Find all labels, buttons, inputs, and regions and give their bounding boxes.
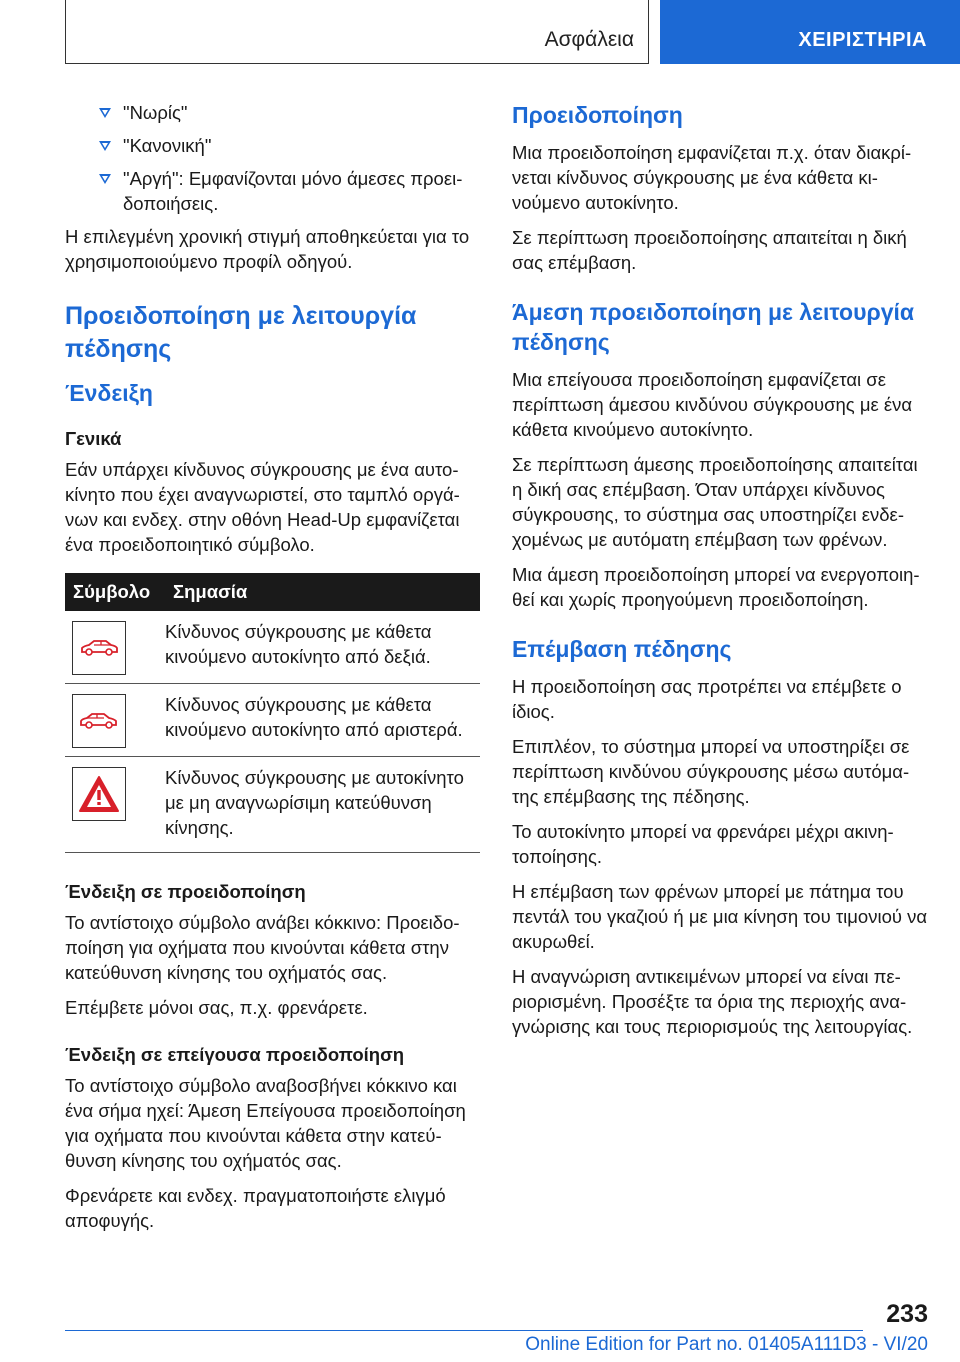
- heading-brake-warning: Προειδοποίηση με λειτουργία πέδησης: [65, 302, 417, 363]
- paragraph-brake-5: Η αναγνώριση αντικειμένων μπορεί να είναι περιορισμένη. Προσέξτε τα όρια της περιοχής αναγνώρισης και τους περιορισμούς της λειτουργίας.: [512, 966, 913, 1037]
- paragraph-acute-1: Μια επείγουσα προειδοποίηση εμφανίζεται σε περίπτωση άμεσου κινδύνου σύγκρουσης με ένα κάθετα κινούμενο αυτοκίνητο.: [512, 369, 913, 440]
- paragraph-acute-2: Σε περίπτωση άμεσης προειδοποίησης απαιτείται η δική σας επέμβαση. Όταν υπάρχει κίνδυνος σύγκρουσης, το σύστημα σας υποστηρίζει ενδεχομένως με αυτόματη επέμβαση των φρένων.: [512, 454, 918, 550]
- list-item: "Κανονική": [65, 133, 481, 158]
- table-cell-meaning: Κίνδυνος σύγκρουσης με κάθετα κινούμενο αυτοκίνητο από δεξιά.: [165, 611, 480, 684]
- table-cell-meaning: Κίνδυνος σύγκρουσης με κάθετα κινούμενο αυτοκίνητο από αριστερά.: [165, 684, 480, 757]
- table-row: [65, 684, 480, 757]
- right-column: [512, 100, 928, 1049]
- bullet-triangle-icon: [95, 140, 115, 152]
- list-item: "Αργή": Εμφανίζονται μόνο άμεσες προειδοποιήσεις.: [65, 166, 481, 216]
- heading-acute-warning: Άμεση προειδοποίηση με λειτουργία πέδησης: [512, 299, 915, 355]
- header-section-box: [65, 0, 649, 64]
- header-section-title: Ασφάλεια: [544, 28, 634, 51]
- heading-general: Γενικά: [65, 428, 122, 449]
- paragraph-brake-1: Η προειδοποίηση σας προτρέπει να επέμβετε ο ίδιος.: [512, 676, 902, 722]
- table-header-symbol: Σύμβολο: [65, 573, 165, 611]
- heading-pre-warning: Προειδοποίηση: [512, 102, 683, 128]
- paragraph-pre-warning-1: Μια προειδοποίηση εμφανίζεται π.χ. όταν διακρίνεται κίνδυνος σύγκρουσης με ένα κάθετα κινούμενο αυτοκίνητο.: [512, 142, 912, 213]
- header-chapter-tab[interactable]: [660, 0, 960, 64]
- symbol-table: [65, 573, 480, 853]
- paragraph-brake-2: Επιπλέον, το σύστημα μπορεί να υποστηρίξει σε περίπτωση κινδύνου σύγκρουσης μέσω αυτόματης επέμβασης της πέδησης.: [512, 736, 910, 807]
- heading-brake-intervention: Επέμβαση πέδησης: [512, 636, 732, 662]
- paragraph-indication-warning-1: Το αντίστοιχο σύμβολο ανάβει κόκκινο: Προειδοποίηση για οχήματα που κινούνται κάθετα στην κατεύθυνση κίνησης του οχήματός σας.: [65, 912, 460, 983]
- header-chapter-title: ΧΕΙΡΙΣΤΗΡΙΑ: [798, 29, 927, 51]
- heading-indication: Ένδειξη: [65, 380, 153, 406]
- bullet-triangle-icon: [95, 107, 115, 119]
- heading-indication-acute: Ένδειξη σε επείγουσα προειδοποίηση: [65, 1044, 405, 1065]
- paragraph-pre-warning-2: Σε περίπτωση προειδοποίησης απαιτείται η δική σας επέμβαση.: [512, 227, 907, 273]
- paragraph-brake-3: Το αυτοκίνητο μπορεί να φρενάρει μέχρι ακινητοποίησης.: [512, 821, 894, 867]
- warning-triangle-icon: [72, 767, 126, 821]
- paragraph-brake-4: Η επέμβαση των φρένων μπορεί με πάτημα του πεντάλ του γκαζιού ή με μια κίνηση του τιμονιού να ακυρωθεί.: [512, 881, 928, 952]
- left-column: [65, 100, 481, 1243]
- paragraph-acute-3: Μια άμεση προειδοποίηση μπορεί να ενεργοποιηθεί και χωρίς προηγούμενη προειδοποίηση.: [512, 564, 920, 610]
- table-row: [65, 757, 480, 853]
- table-row: [65, 611, 480, 684]
- edition-link[interactable]: Online Edition for Part no. 01405A111D3 - VI/20: [525, 1334, 928, 1355]
- table-header-meaning: Σημασία: [165, 573, 480, 611]
- bullet-triangle-icon: [95, 173, 115, 185]
- paragraph-general: Εάν υπάρχει κίνδυνος σύγκρουσης με ένα αυτοκίνητο που έχει αναγνωριστεί, στο ταμπλό οργάνων και ενδεχ. στην οθόνη Head-Up εμφανίζεται ένα προειδοποιητικό σύμβολο.: [65, 459, 460, 555]
- car-crossing-left-icon: [72, 694, 126, 748]
- paragraph-saved-profile: Η επιλεγμένη χρονική στιγμή αποθηκεύεται για το χρησιμοποιούμενο προφίλ οδηγού.: [65, 226, 470, 272]
- car-crossing-right-icon: [72, 621, 126, 675]
- heading-indication-warning: Ένδειξη σε προειδοποίηση: [65, 881, 306, 902]
- paragraph-indication-acute-1: Το αντίστοιχο σύμβολο αναβοσβήνει κόκκινο και ένα σήμα ηχεί: Άμεση Επείγουσα προειδοποίηση για οχήματα που κινούνται κάθετα στην κατεύθυνση κίνησης του οχήματός σας.: [65, 1075, 466, 1171]
- paragraph-indication-warning-2: Επέμβετε μόνοι σας, π.χ. φρενάρετε.: [65, 997, 368, 1018]
- footer-divider: [65, 1330, 863, 1331]
- timing-options-list: [65, 100, 481, 216]
- page-number: 233: [886, 1300, 928, 1328]
- table-cell-meaning: Κίνδυνος σύγκρουσης με αυτοκίνητο με μη αναγνωρίσιμη κατεύθυνση κίνησης.: [165, 757, 480, 853]
- list-item: "Νωρίς": [65, 100, 481, 125]
- paragraph-indication-acute-2: Φρενάρετε και ενδεχ. πραγματοποιήστε ελιγμό αποφυγής.: [65, 1185, 446, 1231]
